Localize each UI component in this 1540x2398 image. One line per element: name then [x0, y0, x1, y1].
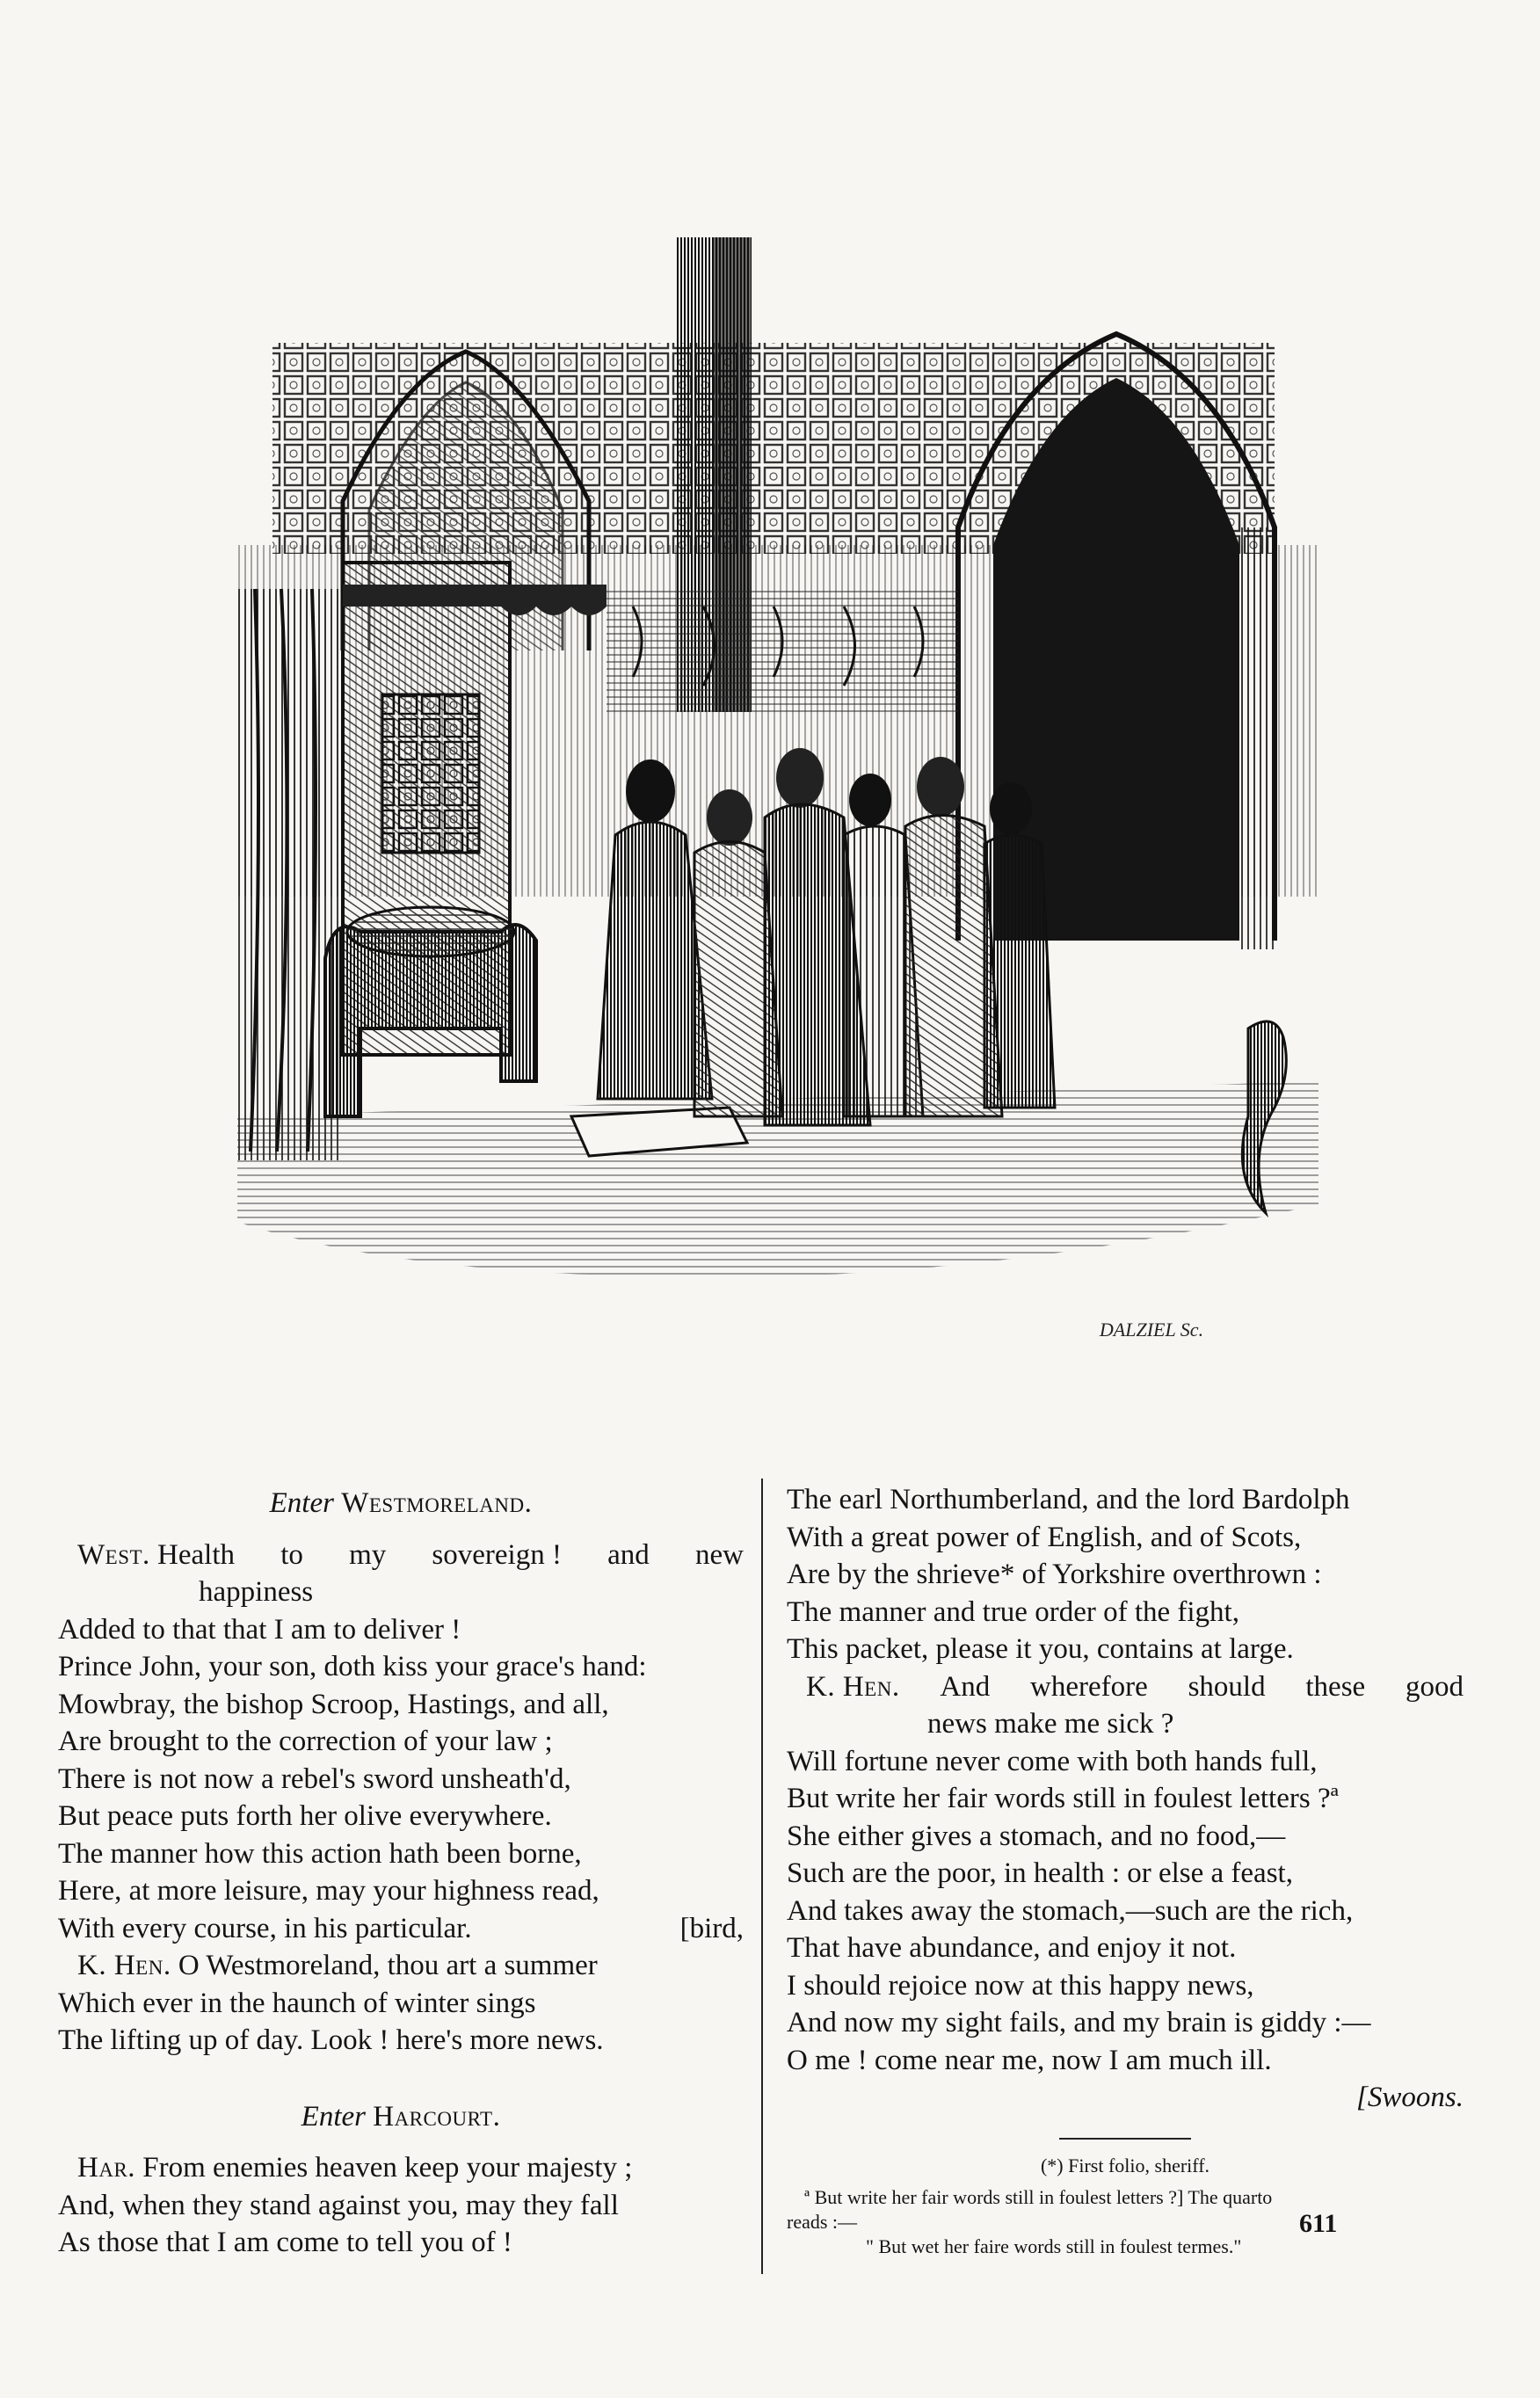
verse-line: happiness — [199, 1576, 314, 1608]
turnover-bird: [bird, — [679, 1912, 744, 1944]
verse-line: Will fortune never come with both hands full, — [787, 1745, 1318, 1777]
engraver-signature: DALZIEL Sc. — [1099, 1319, 1204, 1341]
verse-line: Added to that that I am to deliver ! — [58, 1613, 461, 1646]
speaker-west: West. — [77, 1538, 150, 1571]
footnote-star: (*) First folio, sheriff. — [1040, 2154, 1210, 2176]
verse-line: Which ever in the haunch of winter sings — [58, 1987, 536, 2019]
speaker-har: Har. — [77, 2152, 136, 2184]
verse-line: The lifting up of day. Look ! here's more news. — [58, 2024, 604, 2056]
column-divider — [761, 1479, 763, 2274]
footnote-a: ª But write her fair words still in foulest letters ?] The quarto reads :— " But wet her faire words still in foulest termes." — [787, 2185, 1273, 2257]
verse-line: There is not now a rebel's sword unsheath'd, — [58, 1762, 571, 1795]
engraving-illustration — [237, 237, 1318, 1354]
verse-line: But peace puts forth her olive everywhere. — [58, 1800, 552, 1832]
throne-cushion — [347, 907, 514, 956]
verse-line: Mowbray, the bishop Scroop, Hastings, and all, — [58, 1688, 609, 1720]
verse-line: That have abundance, and enjoy it not. — [787, 1932, 1237, 1964]
verse-line: O me ! come near me, now I am much ill. — [787, 2044, 1272, 2076]
verse-line: With a great power of English, and of Scots, — [787, 1521, 1302, 1553]
footnote-rule — [1059, 2138, 1191, 2140]
verse-line: news make me sick ? — [927, 1708, 1174, 1740]
verse-line: The earl Northumberland, and the lord Bardolph — [787, 1484, 1350, 1515]
verse-line: She either gives a stomach, and no food,— — [787, 1820, 1286, 1852]
king-henry-speech-start: K. Hen. And wherefore should these good — [787, 1668, 1464, 1706]
verse-line: And, when they stand against you, may they fall — [58, 2189, 619, 2221]
verse-line: The manner how this action hath been borne, — [58, 1837, 582, 1870]
stage-direction-enter-westmoreland: Enter Westmoreland. — [269, 1487, 533, 1519]
verse-line: The manner and true order of the fight, — [787, 1595, 1239, 1628]
king-henry-speech-start: K. Hen. O Westmoreland, thou art a summer — [77, 1950, 598, 1981]
verse-line: And now my sight fails, and my brain is giddy :— — [787, 2007, 1371, 2038]
door-column — [1239, 527, 1275, 949]
verse-line: I should rejoice now at this happy news, — [787, 1969, 1254, 2002]
verse-line: Prince John, your son, doth kiss your grace's hand: — [58, 1651, 647, 1682]
verse-line: And takes away the stomach,—such are the rich, — [787, 1894, 1354, 1927]
right-column — [787, 1481, 1464, 2259]
verse-line: Are brought to the correction of your law ; — [58, 1726, 553, 1757]
stage-direction-swoons: [Swoons. — [1356, 2082, 1464, 2113]
page-number: 611 — [1299, 2209, 1338, 2238]
stage-direction-enter-harcourt: Enter Harcourt. — [301, 2100, 501, 2133]
verse-line: Such are the poor, in health : or else a feast, — [787, 1857, 1293, 1889]
verse-line: Are by the shrieve* of Yorkshire overthrown : — [787, 1559, 1322, 1590]
speaker-k-hen: K. Hen. — [77, 1950, 171, 1981]
speaker-k-hen: K. Hen. — [806, 1670, 900, 1703]
verse-line: This packet, please it you, contains at large. — [787, 1633, 1294, 1665]
verse-line-with-turnover: With every course, in his particular. [bird, — [58, 1910, 744, 1948]
verse-line: But write her fair words still in foulest letters ?ª — [787, 1783, 1339, 1814]
verse-line: Here, at more leisure, may your highness read, — [58, 1875, 599, 1907]
westmoreland-speech-start: West. Health to my sovereign ! and new — [77, 1538, 744, 1571]
heraldic-panel — [382, 694, 479, 853]
verse-line: As those that I am come to tell you of ! — [58, 2227, 512, 2258]
harcourt-speech-start: Har. From enemies heaven keep your majesty ; — [77, 2152, 633, 2184]
left-column — [58, 1481, 744, 2262]
